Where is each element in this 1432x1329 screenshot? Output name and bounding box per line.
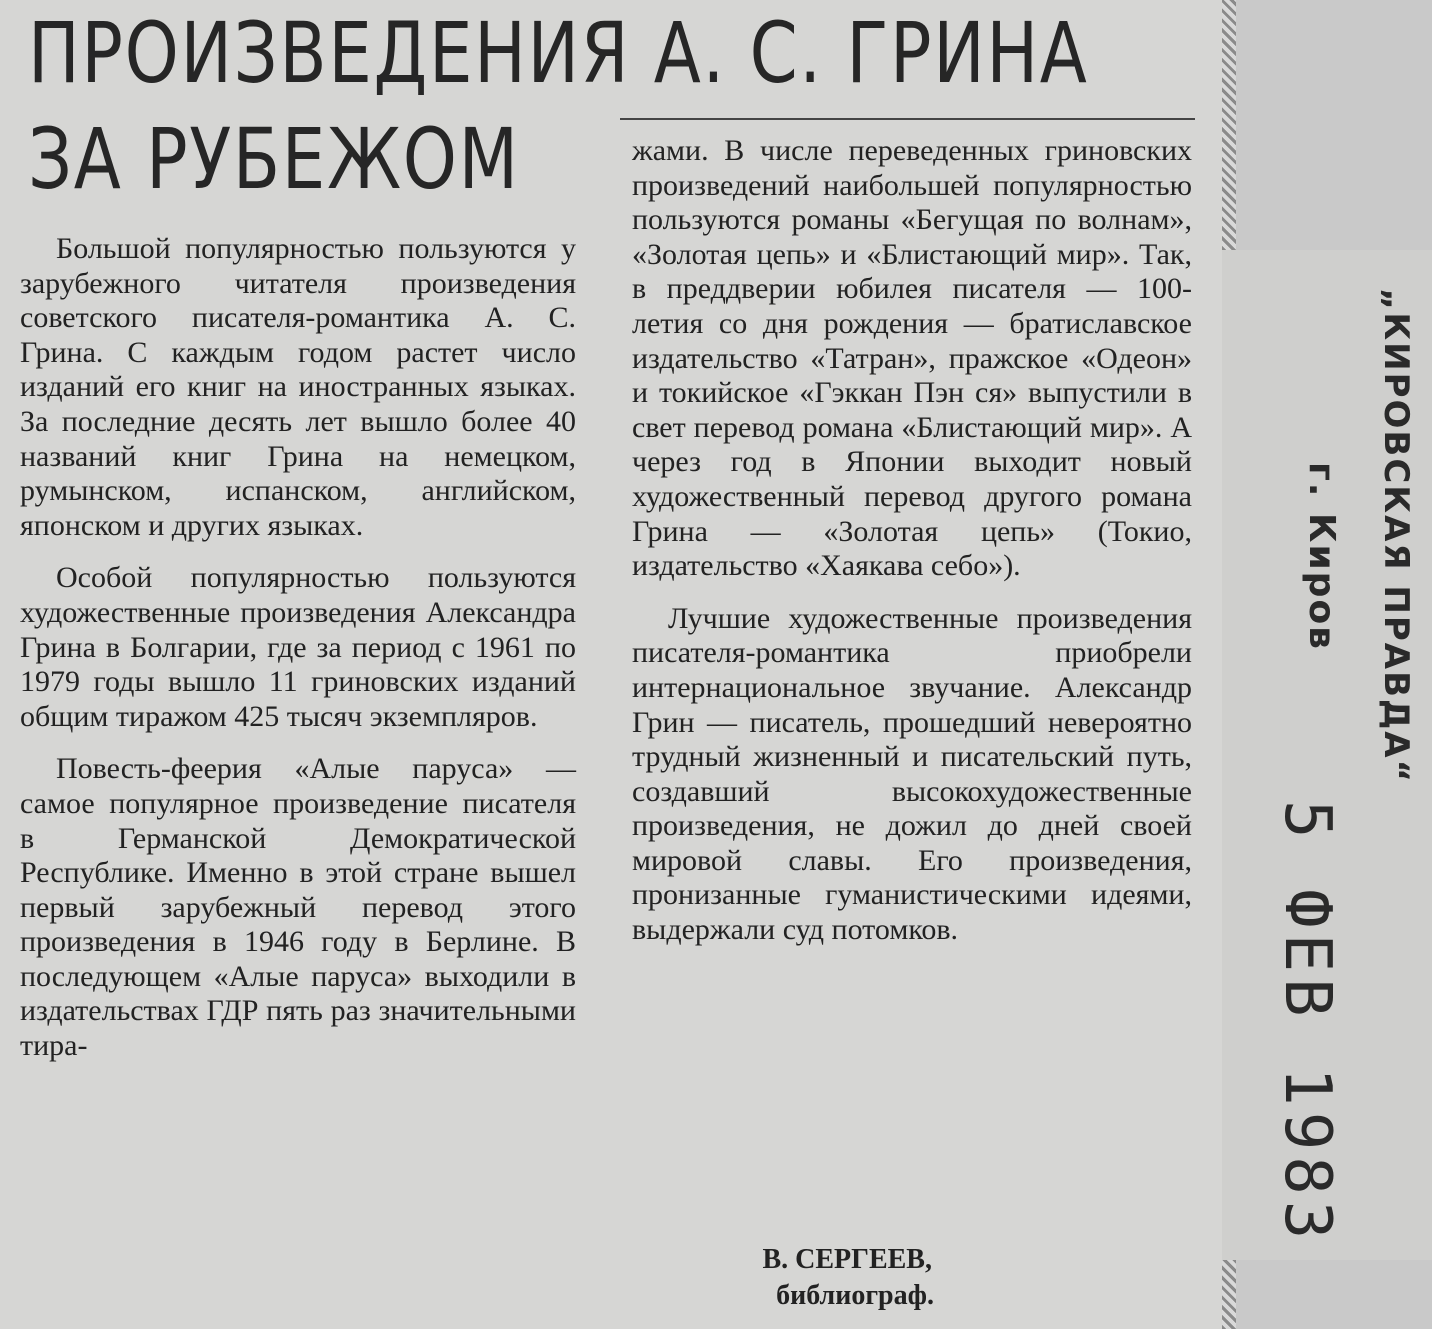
author-name: В. СЕРГЕЕВ,	[762, 1244, 932, 1275]
paragraph: Особой популярностью пользуются художественные произведения Александра Грина в Болгарии, где за период с 1961 по 1979 годы вышло 11 гриновских изданий общим тиражом 425 тысяч экземпляров.	[20, 561, 576, 733]
stamp-city: г. Киров	[1301, 462, 1342, 651]
headline-line-2: ЗА РУБЕЖОМ	[28, 110, 520, 208]
paragraph: Лучшие художественные произведения писателя-романтика приобрели интернациональное звучание. Александр Грин — писатель, прошедший невероятно трудный жизненный и писательский путь, создавший высокохудожественные произведения, не дожил до дней своей мировой славы. Его произведения, пронизанные гуманистическими идеями, выдержали суд потомков.	[632, 601, 1192, 947]
article-column-2	[632, 134, 1192, 948]
paragraph: Повесть-феерия «Алые паруса» — самое популярное произведение писателя в Германской Демократической Республике. Именно в этой стране вышел первый зарубежный перевод этого произведения в 1946 году в Берлине. В последующем «Алые паруса» выходили в издательствах ГДР пять раз значительными тира-	[20, 752, 576, 1063]
headline-line-1: ПРОИЗВЕДЕНИЯ А. С. ГРИНА	[28, 4, 1089, 102]
author-role: библиограф.	[776, 1280, 934, 1311]
stamp-date: 5 ФЕВ 1983	[1270, 800, 1344, 1246]
article-column-1	[20, 232, 576, 1064]
paragraph: жами. В числе переведенных гриновских произведений наибольшей популярностью пользуются романы «Бегущая по волнам», «Золотая цепь» и «Блистающий мир». Так, в преддверии юбилея писателя — 100-летия со дня рождения — братиславское издательство «Татран», пражское «Одеон» и токийское «Гэккан Пэн ся» выпустили в свет перевод романа «Блистающий мир». А через год в Японии выходит новый художественный перевод другого романа Грина — «Золотая цепь» (Токио, издательство «Хаякава себо»).	[632, 134, 1192, 583]
paragraph: Большой популярностью пользуются у зарубежного читателя произведения советского писателя-романтика А. С. Грина. С каждым годом растет число изданий его книг на иностранных языках. За последние десять лет вышло более 40 названий книг Грина на немецком, румынском, испанском, английском, японском и других языках.	[20, 232, 576, 542]
headline-rule	[620, 118, 1195, 120]
stamp-newspaper-name: „КИРОВСКАЯ ПРАВДА“	[1376, 288, 1416, 784]
